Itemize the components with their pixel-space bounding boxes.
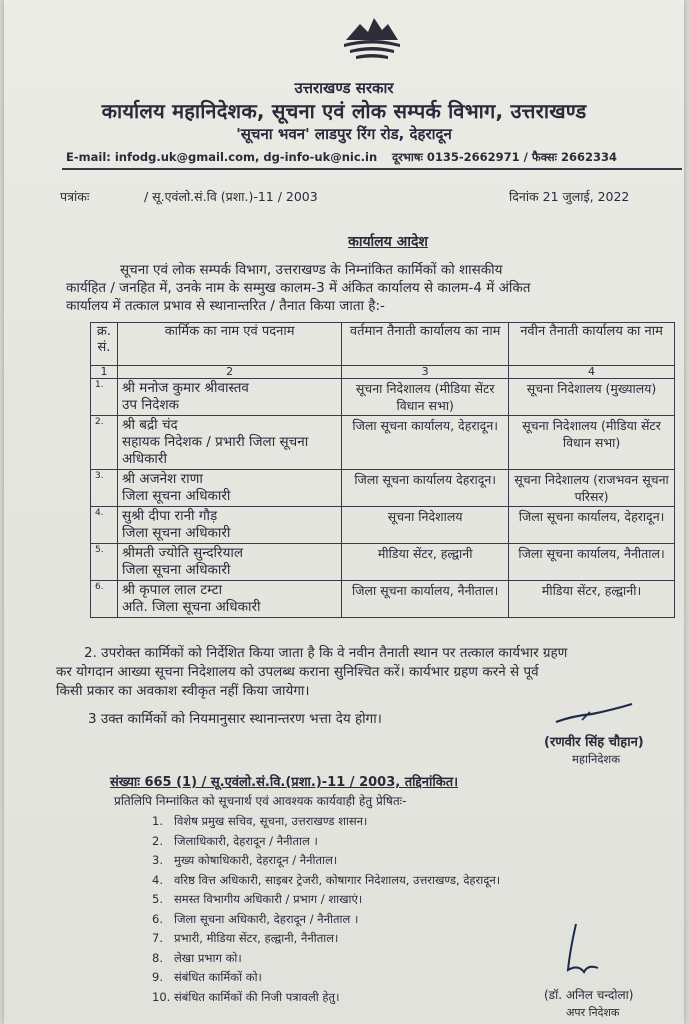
row-sn: 1.	[91, 379, 118, 416]
para3: 3 उक्त कार्मिकों को नियमानुसार स्थानान्तरण भत्ता देय होगा।	[88, 711, 382, 727]
table-row	[91, 544, 675, 581]
phone-fax-contact: दूरभाषः 0135-2662971 / फैक्सः 2662334	[392, 150, 618, 164]
additional-director-signature	[554, 920, 614, 990]
employee-cell	[117, 470, 341, 507]
signatory-name: (रणवीर सिंह चौहान)	[544, 735, 644, 750]
row-sn: 4.	[91, 507, 118, 544]
patrank-label: पत्रांकः	[60, 189, 90, 204]
document-page	[4, 0, 684, 1024]
copy-reference-number: संख्याः 665 (1) / सू.एवंलो.सं.वि.(प्रशा.)-11 / 2003, तद्दिनांकित।	[110, 775, 459, 790]
intro-line-3: कार्यालय में तत्काल प्रभाव से स्थानान्तरित / तैनात किया जाता है:-	[66, 298, 385, 314]
employee-designation: जिला सूचना अधिकारी	[121, 488, 231, 504]
row-sn: 5.	[91, 544, 118, 581]
header-sn: क्र. सं.	[91, 323, 118, 366]
header-current-office: वर्तमान तैनाती कार्यालय का नाम	[342, 323, 509, 366]
new-office: जिला सूचना कार्यालय, नैनीताल।	[509, 544, 675, 581]
employee-designation: अति. जिला सूचना अधिकारी	[121, 599, 261, 615]
para2-line-2: कर योगदान आख्या सूचना निदेशालय को उपलब्ध कराना सुनिश्चित करें। कार्यभार ग्रहण करने से पूर्व	[56, 664, 539, 680]
intro-line-1: सूचना एवं लोक सम्पर्क विभाग, उत्तराखण्ड के निम्नांकित कार्मिकों को शासकीय	[120, 262, 503, 278]
col-number: 4	[509, 366, 675, 379]
list-item: 1. विशेष प्रमुख सचिव, सूचना, उत्तराखण्ड शासन।	[152, 814, 368, 828]
table-row	[91, 416, 675, 470]
employee-name: श्री मनोज कुमार श्रीवास्तव	[121, 380, 249, 396]
employee-cell	[117, 379, 341, 416]
current-office: मीडिया सेंटर, हल्द्वानी	[342, 544, 509, 581]
uttarakhand-emblem-icon	[342, 10, 402, 64]
new-office: सूचना निदेशालय (मुख्यालय)	[509, 379, 675, 416]
director-general-signature	[552, 702, 636, 728]
employee-designation: उप निदेशक	[121, 397, 180, 413]
transfer-table	[90, 322, 675, 618]
order-title: कार्यालय आदेश	[348, 234, 428, 250]
employee-cell	[117, 507, 341, 544]
employee-name: श्री अजनेश राणा	[121, 471, 203, 487]
employee-name: श्री कृपाल लाल टम्टा	[121, 582, 223, 598]
header-name: कार्मिक का नाम एवं पदनाम	[117, 323, 341, 366]
employee-name: सुश्री दीपा रानी गौड़	[121, 508, 218, 524]
list-item: 5. समस्त विभागीय अधिकारी / प्रभाग / शाखाएं।	[152, 892, 363, 906]
additional-director-name: (डॉ. अनिल चन्दोला)	[544, 988, 634, 1002]
new-office: मीडिया सेंटर, हल्द्वानी।	[509, 581, 675, 618]
list-item: 2. जिलाधिकारी, देहरादून / नैनीताल ।	[152, 833, 318, 848]
employee-cell	[117, 581, 341, 618]
col-number: 2	[117, 366, 341, 379]
list-item: 6. जिला सूचना अधिकारी, देहरादून / नैनीताल ।	[152, 911, 359, 926]
new-office: सूचना निदेशालय (मीडिया सेंटर विधान सभा)	[509, 416, 675, 470]
para2-line-3: किसी प्रकार का अवकाश स्वीकृत नहीं किया जायेगा।	[56, 683, 310, 699]
office-address: 'सूचना भवन' लाडपुर रिंग रोड, देहरादून	[236, 125, 452, 143]
table-header-row	[91, 323, 675, 366]
employee-name: श्री बद्री चंद	[121, 417, 178, 433]
employee-cell	[117, 544, 341, 581]
row-sn: 6.	[91, 581, 118, 618]
para2-line-1: 2. उपरोक्त कार्मिकों को निर्देशित किया जाता है कि वे नवीन तैनाती स्थान पर तत्काल कार्यभार ग्रहण	[84, 645, 568, 661]
row-sn: 2.	[91, 416, 118, 470]
row-sn: 3.	[91, 470, 118, 507]
new-office: जिला सूचना कार्यालय, देहरादून।	[509, 507, 675, 544]
signatory-designation: महानिदेशक	[572, 752, 621, 766]
list-item: 4. वरिष्ठ वित्त अधिकारी, साइबर ट्रेजरी, कोषागार निदेशालय, उत्तराखण्ड, देहरादून।	[152, 872, 501, 887]
intro-line-2: कार्यहित / जनहित में, उनके नाम के सम्मुख कालम-3 में अंकित कार्यालय से कालम-4 में अंकित	[66, 280, 531, 296]
current-office: सूचना निदेशालय (मीडिया सेंटर विधान सभा)	[342, 379, 509, 416]
table-row	[91, 379, 675, 416]
list-item: 10. संबंधित कार्मिकों की निजी पत्रावली हेतु।	[152, 989, 340, 1004]
table-row	[91, 470, 675, 507]
government-name: उत्तराखण्ड सरकार	[294, 79, 394, 97]
list-item: 3. मुख्य कोषाधिकारी, देहरादून / नैनीताल।	[152, 853, 338, 867]
new-office: सूचना निदेशालय (राजभवन सूचना परिसर)	[509, 470, 675, 507]
list-item: 8. लेखा प्रभाग को।	[152, 950, 242, 965]
col-number: 1	[91, 366, 118, 379]
employee-designation: जिला सूचना अधिकारी	[121, 562, 231, 578]
additional-director-designation: अपर निदेशक	[566, 1006, 620, 1019]
list-item: 9. संबंधित कार्मिकों को।	[152, 970, 262, 984]
letter-number: / सू.एवंलो.सं.वि (प्रशा.)-11 / 2003	[144, 189, 318, 204]
table-row	[91, 507, 675, 544]
copy-intro: प्रतिलिपि निम्नांकित को सूचनार्थ एवं आवश्यक कार्यवाही हेतु प्रेषितः-	[114, 794, 407, 808]
office-name: कार्यालय महानिदेशक, सूचना एवं लोक सम्पर्क विभाग, उत्तराखण्ड	[101, 99, 587, 123]
employee-name: श्रीमती ज्योति सुन्दरियाल	[121, 545, 244, 561]
letter-date: दिनांक 21 जुलाई, 2022	[509, 189, 630, 204]
header-new-office: नवीन तैनाती कार्यालय का नाम	[509, 323, 675, 366]
current-office: जिला सूचना कार्यालय देहरादून।	[342, 470, 509, 507]
current-office: जिला सूचना कार्यालय, नैनीताल।	[342, 581, 509, 618]
column-number-row	[91, 366, 675, 379]
table-row	[91, 581, 675, 618]
current-office: जिला सूचना कार्यालय, देहरादून।	[342, 416, 509, 470]
list-item: 7. प्रभारी, मीडिया सेंटर, हल्द्वानी, नैनीताल।	[152, 931, 339, 945]
current-office: सूचना निदेशालय	[342, 507, 509, 544]
header-divider	[62, 168, 682, 170]
copy-list	[152, 812, 500, 1007]
employee-designation: जिला सूचना अधिकारी	[121, 525, 231, 541]
employee-cell	[117, 416, 341, 470]
email-contact: E-mail: infodg.uk@gmail.com, dg-info-uk@nic.in	[66, 150, 378, 164]
employee-designation: सहायक निदेशक / प्रभारी जिला सूचना अधिकारी	[121, 434, 309, 467]
col-number: 3	[342, 366, 509, 379]
